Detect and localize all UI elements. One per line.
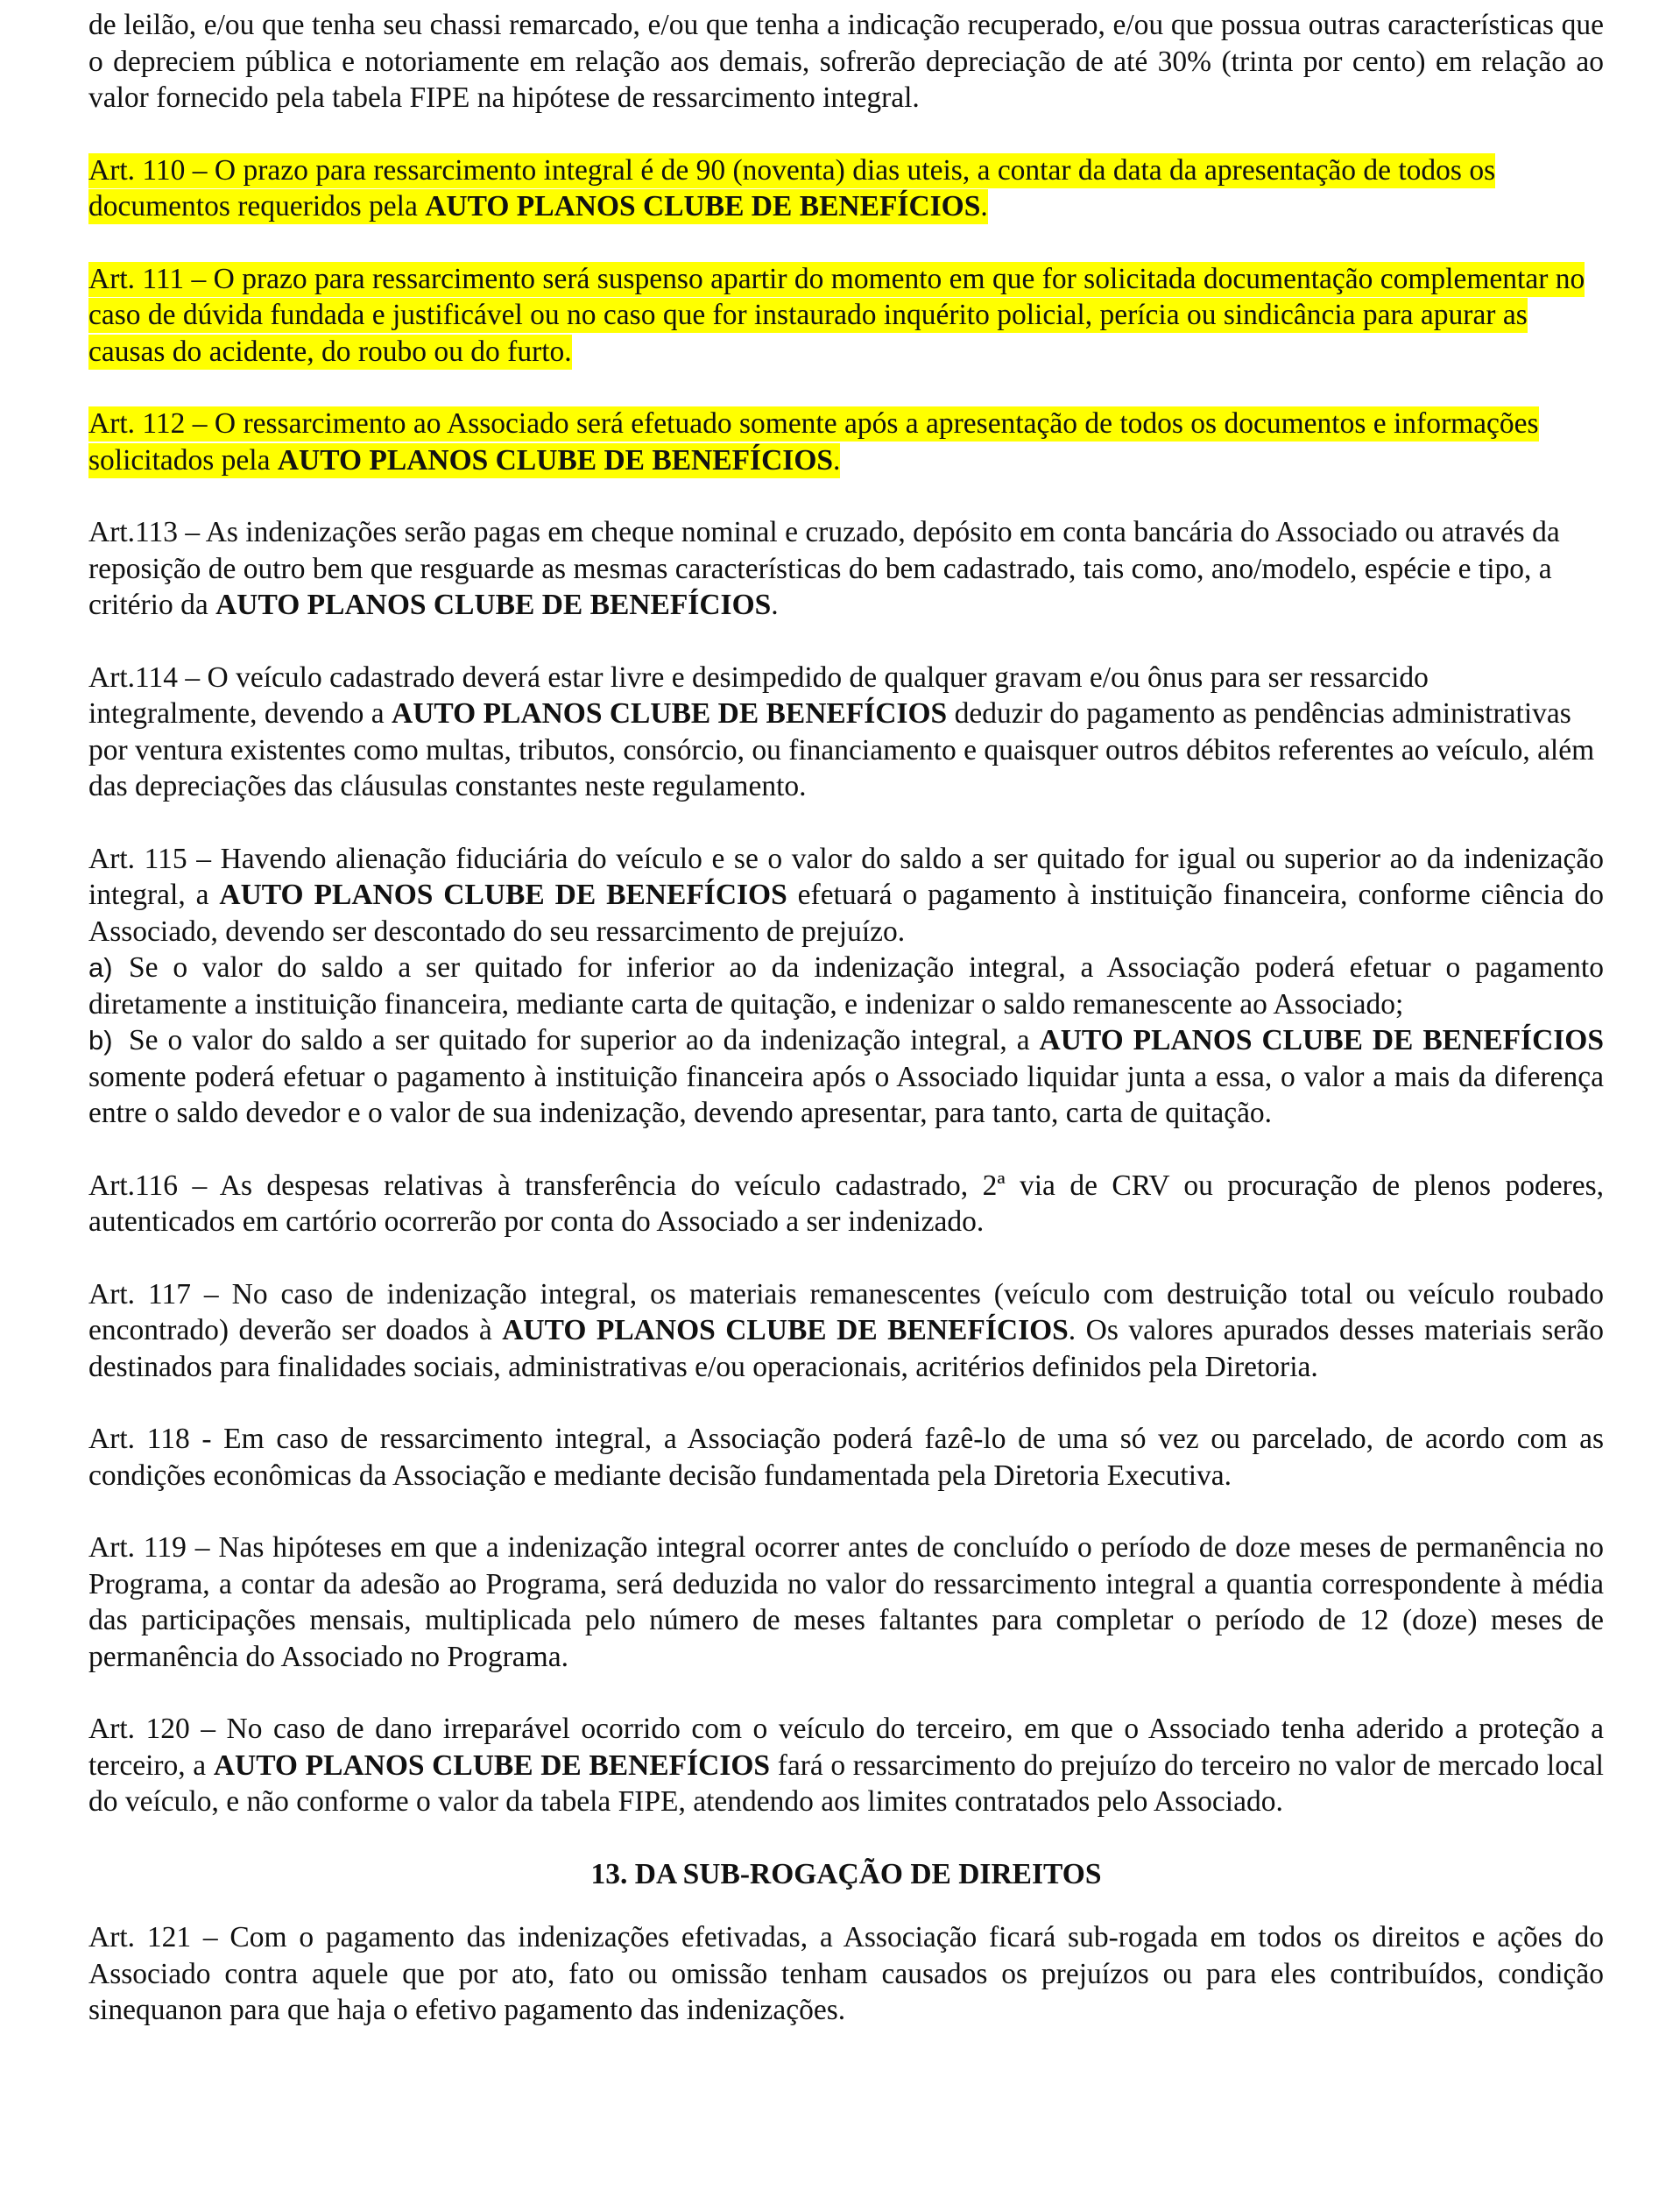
article-111 (88, 261, 1604, 371)
paragraph-intro: de leilão, e/ou que tenha seu chassi remarcado, e/ou que tenha a indicação recuperado, e/ou que possua outras características que o depreciem pública e notoriamente em relação aos demais, sofrerão depreciação de até 30% (trinta por cento) em relação ao valor fornecido pela tabela FIPE na hipótese de ressarcimento integral. (88, 9, 1604, 114)
item-a-text: Se o valor do saldo a ser quitado for inferior ao da indenização integral, a Associação poderá efetuar o pagamento diretamente a instituição financeira, mediante carta de quitação, e indenizar o saldo remanescente ao Associado; (88, 951, 1604, 1021)
brand-name: AUTO PLANOS CLUBE DE BENEFÍCIOS (277, 443, 834, 477)
article-113 (88, 514, 1604, 624)
article-119: Art. 119 – Nas hipóteses em que a indenização integral ocorrer antes de concluído o período de doze meses de permanência no Programa, a contar da adesão ao Programa, será deduzida no valor do ressarcimento integral a quantia correspondente à média das participações mensais, multiplicada pelo número de meses faltantes para completar o período de 12 (doze) meses de permanência do Associado no Programa. (88, 1531, 1604, 1673)
brand-name: AUTO PLANOS CLUBE DE BENEFÍCIOS (219, 879, 787, 911)
brand-name: AUTO PLANOS CLUBE DE BENEFÍCIOS (1039, 1024, 1604, 1056)
art-113-end: . (771, 589, 779, 621)
art-112-end: . (833, 443, 841, 477)
article-115-item-b (88, 1022, 1604, 1132)
brand-name: AUTO PLANOS CLUBE DE BENEFÍCIOS (213, 1748, 771, 1782)
art-113-text: Art.113 – As indenizações serão pagas em cheque nominal e cruzado, depósito em conta bancária do Associado ou através da reposição de outro bem que resguarde as mesmas características do bem cadastrado, tais como, ano/modelo, espécie e tipo, a critério da (88, 516, 1560, 621)
art-110-text: Art. 110 – O prazo para ressarcimento integral é de 90 (noventa) dias uteis, a contar da data da apresentação de todos os documentos requeridos pela (88, 153, 1496, 223)
article-110 (88, 152, 1604, 225)
article-114 (88, 660, 1604, 805)
brand-name: AUTO PLANOS CLUBE DE BENEFÍCIOS (215, 589, 772, 621)
brand-name: AUTO PLANOS CLUBE DE BENEFÍCIOS (392, 697, 948, 730)
brand-name: AUTO PLANOS CLUBE DE BENEFÍCIOS (425, 190, 981, 223)
article-117 (88, 1276, 1604, 1386)
article-120 (88, 1711, 1604, 1820)
art-120-text: Art. 120 – No caso de dano irreparável ocorrido com o veículo do terceiro, em que o Associado tenha aderido a proteção a terceiro, a (88, 1713, 1604, 1782)
art-120-end: fará o ressarcimento do prejuízo do terceiro no valor de mercado local do veículo, e não conforme o valor da tabela FIPE, atendendo aos limites contratados pelo Associado. (88, 1748, 1604, 1818)
art-115-end: efetuará o pagamento à instituição financeira, conforme ciência do Associado, devendo ser descontado do seu ressarcimento de prejuízo. (88, 879, 1604, 948)
art-114-end: deduzir do pagamento as pendências administrativas por ventura existentes como multas, tributos, consórcio, ou financiamento e quaisquer outros débitos referentes ao veículo, além das depreciações das cláusulas constantes neste regulamento. (88, 697, 1595, 802)
section-13-heading: 13. DA SUB-ROGAÇÃO DE DIREITOS (590, 1857, 1102, 1890)
article-116: Art.116 – As despesas relativas à transferência do veículo cadastrado, 2ª via de CRV ou procuração de plenos poderes, autenticados em cartório ocorrerão por conta do Associado a ser indenizado. (88, 1169, 1604, 1238)
highlight-art-112 (88, 406, 1539, 478)
item-label-b: b) (88, 1025, 113, 1056)
art-117-text: Art. 117 – No caso de indenização integral, os materiais remanescentes (veículo com destruição total ou veículo roubado encontrado) deverão ser doados à (88, 1277, 1604, 1346)
art-112-text: Art. 112 – O ressarcimento ao Associado será efetuado somente após a apresentação de todos os documentos e informações solicitados pela (88, 407, 1539, 477)
art-110-end: . (980, 190, 988, 223)
art-117-end: . Os valores apurados desses materiais serão destinados para finalidades sociais, administrativas e/ou operacionais, acritérios definidos pela Diretoria. (88, 1314, 1604, 1383)
item-b-text: Se o valor do saldo a ser quitado for superior ao da indenização integral, a (129, 1024, 1040, 1056)
art-115-text: Art. 115 – Havendo alienação fiduciária do veículo e se o valor do saldo a ser quitado for igual ou superior ao da indenização integral, a (88, 842, 1604, 911)
highlight-art-111: Art. 111 – O prazo para ressarcimento será suspenso apartir do momento em que for solicitada documentação complementar no caso de dúvida fundada e justificável ou no caso que for instaurado inquérito policial, perícia ou sindicância para apurar as causas do acidente, do roubo ou do furto. (88, 262, 1585, 368)
item-label-a: a) (88, 952, 113, 983)
item-b-end: somente poderá efetuar o pagamento à instituição financeira após o Associado liquidar junta a essa, o valor a mais da diferença entre o saldo devedor e o valor de sua indenização, devendo apresentar, para tanto, carta de quitação. (88, 1060, 1604, 1129)
document-page (88, 7, 1604, 2029)
art-114-text: Art.114 – O veículo cadastrado deverá estar livre e desimpedido de qualquer gravam e/ou ônus para ser ressarcido integralmente, devendo a (88, 661, 1429, 730)
article-115-item-a (88, 950, 1604, 1022)
article-115 (88, 841, 1604, 950)
article-112 (88, 406, 1604, 478)
article-121: Art. 121 – Com o pagamento das indenizações efetivadas, a Associação ficará sub-rogada em todos os direitos e ações do Associado contra aquele que por ato, fato ou omissão tenham causados os prejuízos ou para eles contribuídos, condição sinequanon para que haja o efetivo pagamento das indenizações. (88, 1921, 1604, 2026)
article-118: Art. 118 - Em caso de ressarcimento integral, a Associação poderá fazê-lo de uma só vez ou parcelado, de acordo com as condições econômicas da Associação e mediante decisão fundamentada pela Diretoria Executiva. (88, 1423, 1604, 1492)
brand-name: AUTO PLANOS CLUBE DE BENEFÍCIOS (502, 1314, 1069, 1346)
highlight-art-110 (88, 153, 1495, 225)
